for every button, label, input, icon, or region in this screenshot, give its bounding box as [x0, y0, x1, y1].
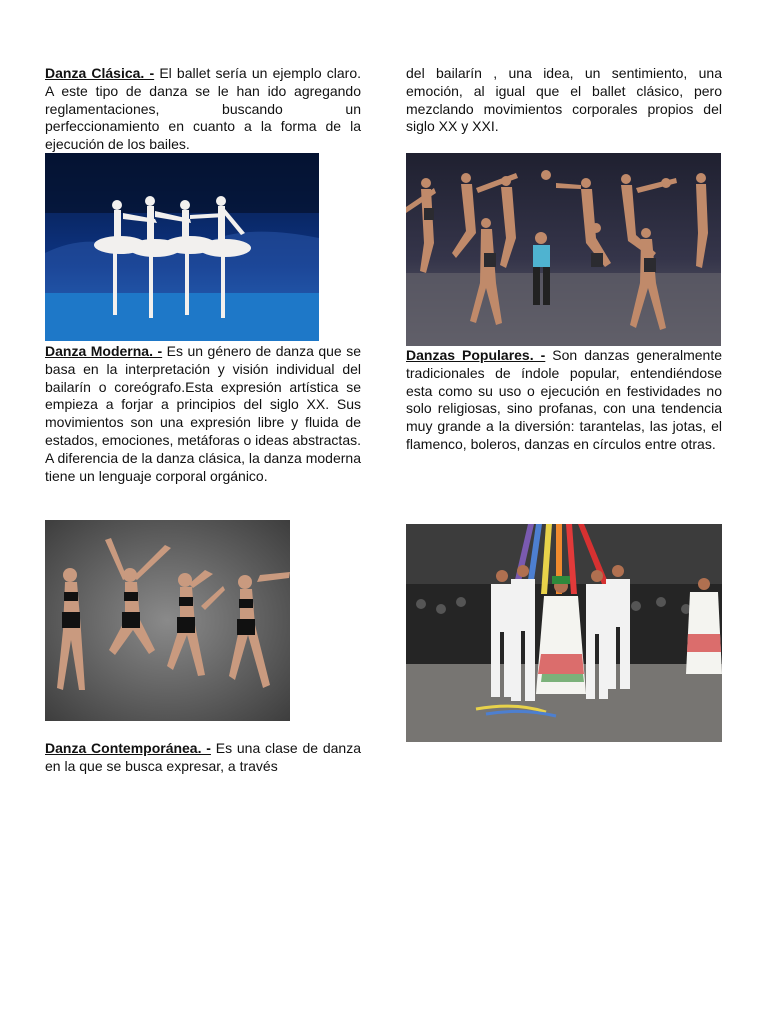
- term-danza-moderna: Danza Moderna. -: [45, 343, 163, 359]
- text-danza-contemporanea: Es una clase de danza en la que se busca expresar, a través: [45, 740, 362, 774]
- term-danza-clasica: Danza Clásica. -: [45, 65, 155, 81]
- paragraph-contemporanea-continuation: [406, 65, 722, 136]
- text-danza-clasica: El ballet sería un ejemplo claro. A este tipo de danza se le han ido agregando reglamentaciones, buscando un perfeccionamiento en cuanto a la forma de la ejecución de los bailes.: [45, 65, 361, 153]
- term-danza-contemporanea: Danza Contemporánea. -: [45, 740, 211, 756]
- paragraph-danza-contemporanea: [45, 740, 361, 776]
- paragraph-danza-clasica: [45, 65, 361, 154]
- text-danzas-populares: Son danzas generalmente tradicionales de índole popular, entendiéndose esta como su uso o ejecución en festividades no solo religiosas, sino profanas, con una tendencia muy grande a la diversión: tarantelas, las jotas, el flamenco, boleros, danzas en círculos entre otras.: [406, 347, 722, 452]
- modern-dance-photo: [45, 520, 290, 721]
- text-contemporanea-continuation: del bailarín , una idea, un sentimiento, una emoción, al igual que el ballet clásico, pero mezclando movimientos corporales propios del siglo XX y XXI.: [406, 65, 722, 135]
- term-danzas-populares: Danzas Populares. -: [406, 347, 546, 363]
- paragraph-danzas-populares: [406, 347, 722, 454]
- contemporary-dance-photo: [406, 153, 721, 346]
- paragraph-danza-moderna: [45, 343, 361, 485]
- ballet-photo: [45, 153, 319, 341]
- text-danza-moderna: Es un género de danza que se basa en la interpretación y visión individual del bailarín o coreógrafo.Esta expresión artística se empieza a forjar a principios del siglo XX. Sus movimientos son una expresión libre y fluida de estados, emociones, metáforas o ideas abstractas. A diferencia de la danza clásica, la danza moderna tiene un lenguaje corporal orgánico.: [45, 343, 362, 484]
- folk-dance-photo: [406, 524, 722, 742]
